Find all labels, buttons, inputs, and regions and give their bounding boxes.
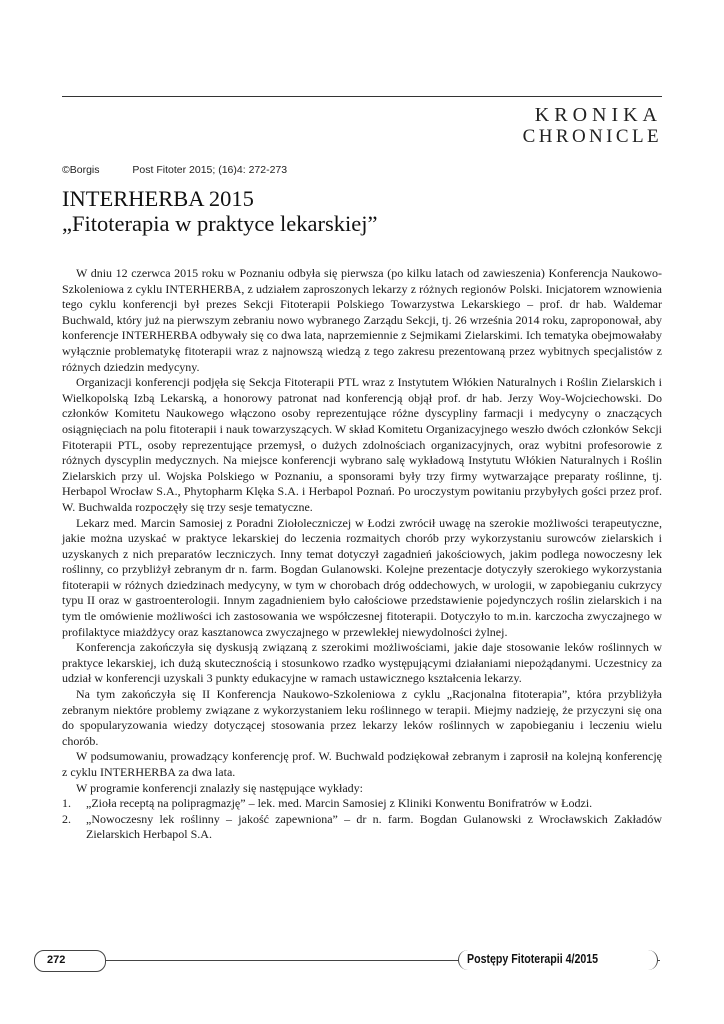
page-number-badge: [34, 950, 106, 972]
lecture-item: [62, 811, 662, 843]
lecture-text: „Zioła receptą na polipragmazję” – lek. med. Marcin Samosiej z Kliniki Konwentu Bonifratrów w Łodzi.: [86, 796, 593, 811]
article-body: [62, 266, 662, 843]
citation-line: [62, 164, 287, 176]
lecture-text: „Nowoczesny lek roślinny – jakość zapewniona” – dr n. farm. Bogdan Gulanowski z Wrocławskich Zakładów Zielarskich Herbapol S.A.: [86, 811, 662, 842]
section-label-english: CHRONICLE: [522, 126, 662, 147]
page-footer: [34, 950, 662, 972]
section-label-polish: KRONIKA: [534, 104, 662, 126]
article-title: [62, 186, 662, 236]
paragraph: W programie konferencji znalazły się następujące wykłady:: [76, 780, 363, 795]
article-title-line-2: „Fitoterapia w praktyce lekarskiej”: [62, 211, 378, 236]
journal-name: Postępy Fitoterapii 4/2015: [467, 952, 599, 966]
journal-name-badge: [458, 950, 658, 970]
article-title-line-1: INTERHERBA 2015: [62, 186, 254, 211]
page-number: 272: [47, 954, 66, 966]
paragraph: W dniu 12 czerwca 2015 roku w Poznaniu odbyła się pierwsza (po kilku latach od zawieszenia) Konferencja Naukowo-Szkoleniowa z cyklu INTERHERBA, z udziałem zaproszonych lekarzy z różnych regionów Polski. Inicjatorem wznowienia tego cyklu konferencji był prezes Sekcji Fitoterapii Polskiego Towarzystwa Lekarskiego – prof. dr hab. Waldemar Buchwald, który już na pierwszym zebraniu nowo wybranego Zarządu Sekcji, tj. 26 września 2014 roku, zaproponował, aby konferencje INTERHERBA odbywały się co dwa lata, naprzemiennie z Sejmikami Zielarskimi. Ich tematyka obejmowałaby wyłącznie problematykę fitoterapii wraz z najnowszą wiedzą z tego zakresu prezentowaną przez wybitnych specjalistów z różnych dziedzin medycyny.: [62, 266, 662, 374]
paragraph: W podsumowaniu, prowadzący konferencję prof. W. Buchwald podziękował zebranym i zaprosił na kolejną konferencję z cyklu INTERHERBA za dwa lata.: [62, 749, 662, 779]
paragraph: Lekarz med. Marcin Samosiej z Poradni Ziołoleczniczej w Łodzi zwrócił uwagę na szerokie możliwości terapeutyczne, jakie można uzyskać w praktyce lekarskiej do leczenia rozmaitych chorób przy wykorzystaniu surowców zielarskich i uzyskanych z nich preparatów leczniczych. Inny temat dotyczył zagadnień jakościowych, jakim podlega nowoczesny lek roślinny, co przybliżył zebranym dr n. farm. Bogdan Gulanowski. Kolejne prezentacje dotyczyły szerokiego wykorzystania fitoterapii w różnych dziedzinach medycyny, w tym w chorobach dróg oddechowych, w urologii, w zapobieganiu cukrzycy typu II oraz w gastroenterologii. Innym zagadnieniem było całościowe przedstawienie pojedynczych roślin zielarskich i na tym tle omówienie możliwości ich zastosowania we współczesnej fitoterapii. Dotyczyło to m.in. karczocha zwyczajnego w profilaktyce miażdżycy oraz kasztanowca zwyczajnego w przewlekłej niewydolności żylnej.: [62, 515, 662, 639]
lecture-list: [62, 796, 662, 843]
lecture-number: 1.: [62, 796, 71, 811]
paragraph: Na tym zakończyła się II Konferencja Naukowo-Szkoleniowa z cyklu „Racjonalna fitoterapia”, która przybliżyła zebranym niektóre problemy związane z wykorzystaniem leku roślinnego w terapii. Miejmy nadzieję, że przyczyni się ona do spopularyzowania wiedzy dotyczącej stosowania przez lekarzy leków roślinnych w zapobieganiu i leczeniu wielu chorób.: [62, 687, 662, 748]
paragraph: Organizacji konferencji podjęła się Sekcja Fitoterapii PTL wraz z Instytutem Włókien Naturalnych i Roślin Zielarskich i Wielkopolską Izbą Lekarską, a honorowy patronat nad konferencją objął prof. dr hab. Jerzy Woy-Wojciechowski. Do członków Komitetu Naukowego włączono osoby reprezentujące różne dyscypliny farmacji i medycyny o znaczących osiągnięciach na polu fitoterapii i nauk towarzyszących. W skład Komitetu Organizacyjnego weszło dwóch członków Sekcji Fitoterapii PTL, osoby reprezentujące przemysł, o dużych zdolnościach organizacyjnych, oraz wybitni profesorowie z różnych dyscyplin medycznych. Na miejsce konferencji wybrano salę wykładową Instytutu Włókien Naturalnych i Roślin Zielarskich przy ul. Wojska Polskiego w Poznaniu, a sponsorami były trzy firmy wytwarzające preparaty roślinne, tj. Herbapol Wrocław S.A., Phytopharm Klęka S.A. i Herbapol Poznań. Po uroczystym powitaniu przybyłych gości przez prof. W. Buchwalda rozpoczęły się trzy sesje tematyczne.: [62, 375, 662, 514]
header-rule: [62, 96, 662, 97]
lecture-item: [62, 796, 662, 812]
copyright-notice: ©Borgis: [62, 164, 100, 176]
lecture-number: 2.: [62, 811, 71, 826]
paragraph: Konferencja zakończyła się dyskusją związaną z szerokimi możliwościami, jakie daje stosowanie leków roślinnych w praktyce lekarskiej, ich dużą skutecznością i stosunkowo rzadko występującymi działaniami niepożądanymi. Uczestnicy za udział w konferencji uzyskali 3 punkty edukacyjne w ramach ustawicznego kształcenia lekarzy.: [62, 640, 662, 686]
journal-citation: Post Fitoter 2015; (16)4: 272-273: [132, 164, 288, 176]
